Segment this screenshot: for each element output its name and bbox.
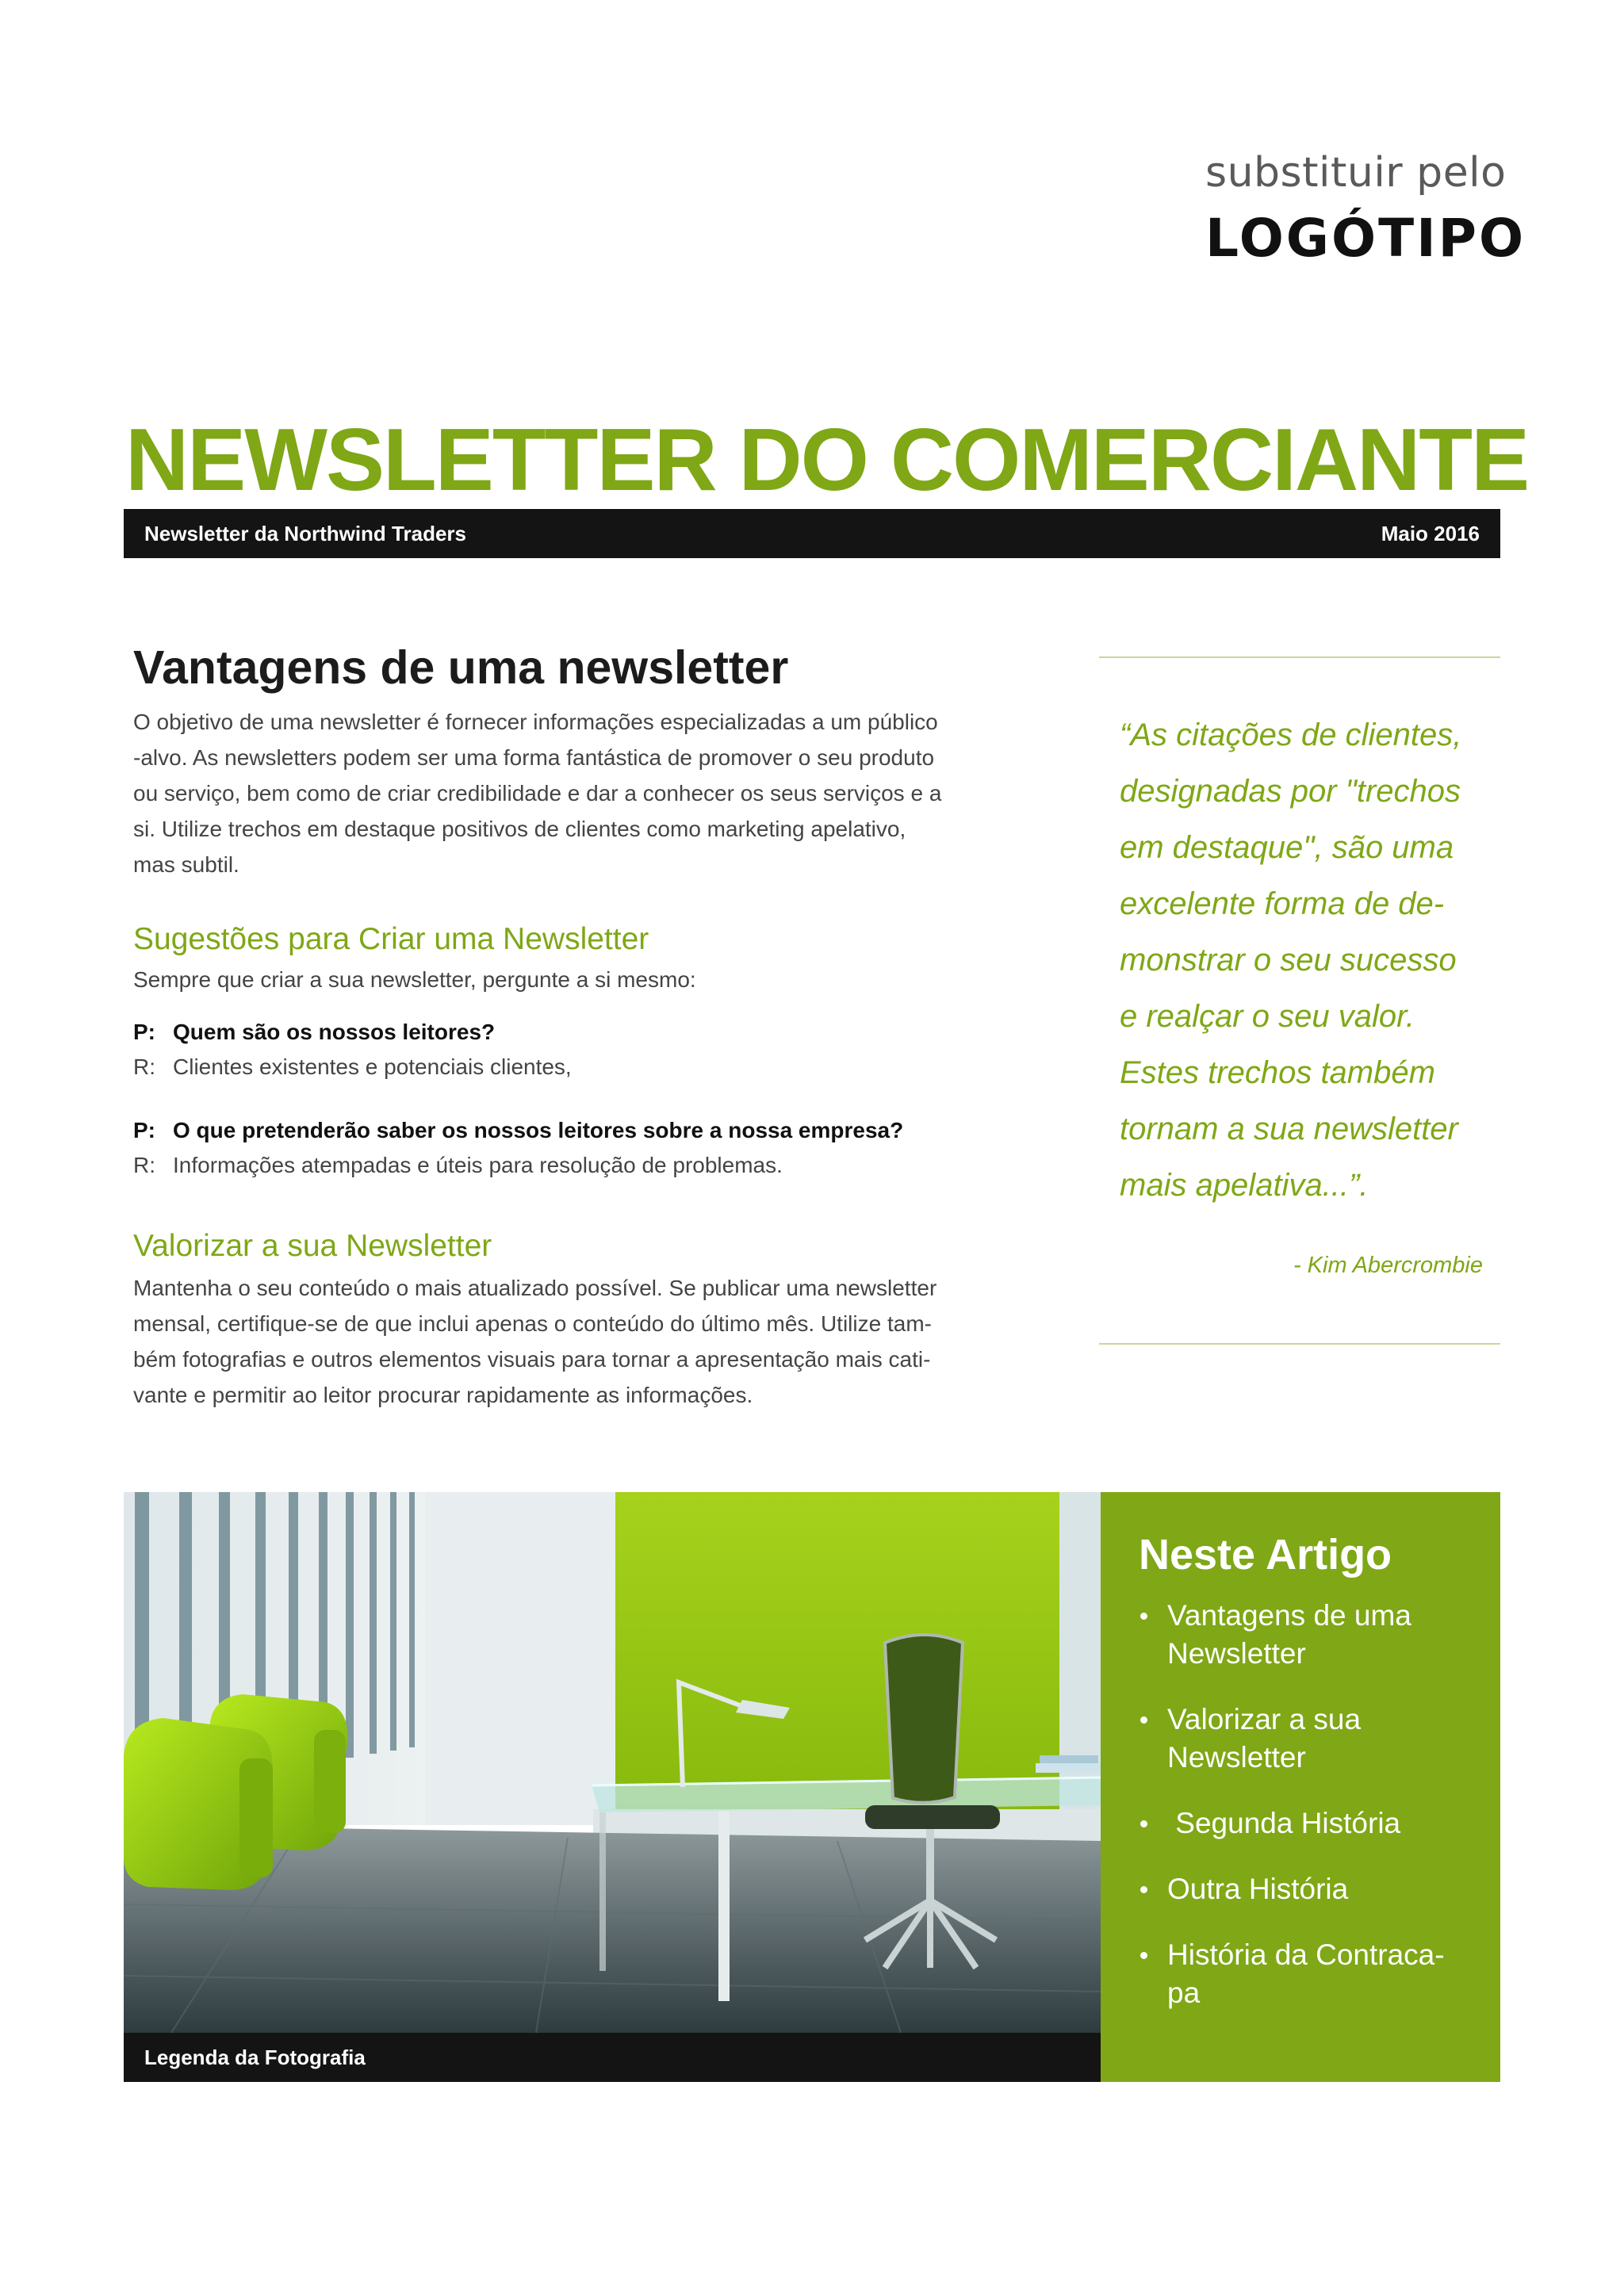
newsletter-title: NEWSLETTER DO COMERCIANTE (125, 411, 1529, 509)
article-list-item[interactable] (1139, 1870, 1477, 1908)
item-line: História da Contraca- (1167, 1938, 1445, 1971)
article-list-item[interactable] (1139, 1936, 1477, 2012)
quote-line: excelente forma de de- (1120, 886, 1445, 921)
photo-caption: Legenda da Fotografia (124, 2033, 1101, 2082)
qa-block-2 (133, 1113, 1029, 1183)
article-heading: Vantagens de uma newsletter (133, 641, 789, 694)
item-line: Newsletter (1167, 1741, 1306, 1774)
tips-heading: Sugestões para Criar uma Newsletter (133, 922, 649, 956)
in-this-article-panel (1101, 1492, 1500, 2082)
quote-author: - Kim Abercrombie (1293, 1253, 1483, 1278)
item-line: Segunda História (1167, 1807, 1401, 1839)
intro-line: ou serviço, bem como de criar credibilidade e dar a conhecer os seus serviços e a (133, 781, 942, 806)
bullet-icon (1140, 1952, 1147, 1959)
value-line: bém fotografias e outros elementos visuais para tornar a apresentação mais cati- (133, 1347, 931, 1372)
qa-block-1 (133, 1015, 1029, 1085)
quote-line: “As citações de clientes, (1120, 718, 1462, 752)
intro-line: si. Utilize trechos em destaque positivos de clientes como marketing apelativo, (133, 817, 906, 841)
item-line: Outra História (1167, 1873, 1349, 1905)
bullet-icon (1140, 1613, 1147, 1620)
value-line: vante e permitir ao leitor procurar rapidamente as informações. (133, 1383, 753, 1407)
intro-line: mas subtil. (133, 852, 239, 877)
quote-line: mais apelativa...”. (1120, 1168, 1369, 1203)
quote-line: designadas por "trechos (1120, 774, 1461, 809)
quote-line: tornam a sua newsletter (1120, 1112, 1458, 1146)
office-photo (124, 1492, 1101, 2033)
article-column (133, 641, 1029, 1413)
answer-text: Informações atempadas e úteis para resolução de problemas. (173, 1153, 783, 1177)
pull-quote (1120, 707, 1492, 1214)
article-intro (133, 704, 1029, 882)
article-list-item[interactable] (1139, 1804, 1477, 1843)
answer-text: Clientes existentes e potenciais clientes, (173, 1054, 572, 1079)
article-list-item[interactable] (1139, 1701, 1477, 1777)
answer-row (133, 1050, 1029, 1085)
item-line: pa (1167, 1976, 1201, 2009)
company-label: Newsletter da Northwind Traders (144, 521, 466, 545)
logo-line-1: substituir pelo (1205, 149, 1507, 197)
value-line: Mantenha o seu conteúdo o mais atualizado possível. Se publicar uma newsletter (133, 1276, 937, 1300)
intro-line: O objetivo de uma newsletter é fornecer informações especializadas a um público (133, 710, 938, 734)
value-paragraph (133, 1270, 1029, 1413)
question-row (133, 1015, 1029, 1050)
answer-key: R: (133, 1054, 155, 1079)
value-heading: Valorizar a sua Newsletter (133, 1229, 492, 1263)
quote-bottom-rule (1099, 1343, 1500, 1345)
bullet-icon (1140, 1820, 1147, 1827)
quote-line: e realçar o seu valor. (1120, 999, 1415, 1034)
article-list-item[interactable] (1139, 1597, 1477, 1673)
answer-key: R: (133, 1153, 155, 1177)
question-row (133, 1113, 1029, 1148)
sidebar-title: Neste Artigo (1139, 1531, 1392, 1578)
question-key: P: (133, 1118, 155, 1142)
question-text: Quem são os nossos leitores? (173, 1020, 496, 1044)
article-list (1139, 1597, 1477, 2012)
quote-top-rule (1099, 656, 1500, 658)
quote-line: Estes trechos também (1120, 1055, 1435, 1090)
bullet-icon (1140, 1886, 1147, 1893)
logo-line-2: LOGÓTIPO (1205, 208, 1526, 269)
tips-lead: Sempre que criar a sua newsletter, pergunte a si mesmo: (133, 967, 696, 992)
issue-date: Maio 2016 (1381, 521, 1480, 545)
question-text: O que pretenderão saber os nossos leitores sobre a nossa empresa? (173, 1118, 904, 1142)
intro-line: -alvo. As newsletters podem ser uma forma fantástica de promover o seu produto (133, 745, 935, 770)
answer-row (133, 1148, 1029, 1183)
item-line: Newsletter (1167, 1637, 1306, 1670)
bullet-icon (1140, 1716, 1147, 1724)
quote-line: em destaque", são uma (1120, 830, 1454, 865)
item-line: Valorizar a sua (1167, 1703, 1362, 1735)
quote-line: monstrar o seu sucesso (1120, 943, 1457, 978)
logo-placeholder (1205, 149, 1526, 269)
value-line: mensal, certifique-se de que inclui apenas o conteúdo do último mês. Utilize tam- (133, 1311, 932, 1336)
header-bar (124, 509, 1500, 558)
question-key: P: (133, 1020, 155, 1044)
item-line: Vantagens de uma (1167, 1599, 1411, 1632)
